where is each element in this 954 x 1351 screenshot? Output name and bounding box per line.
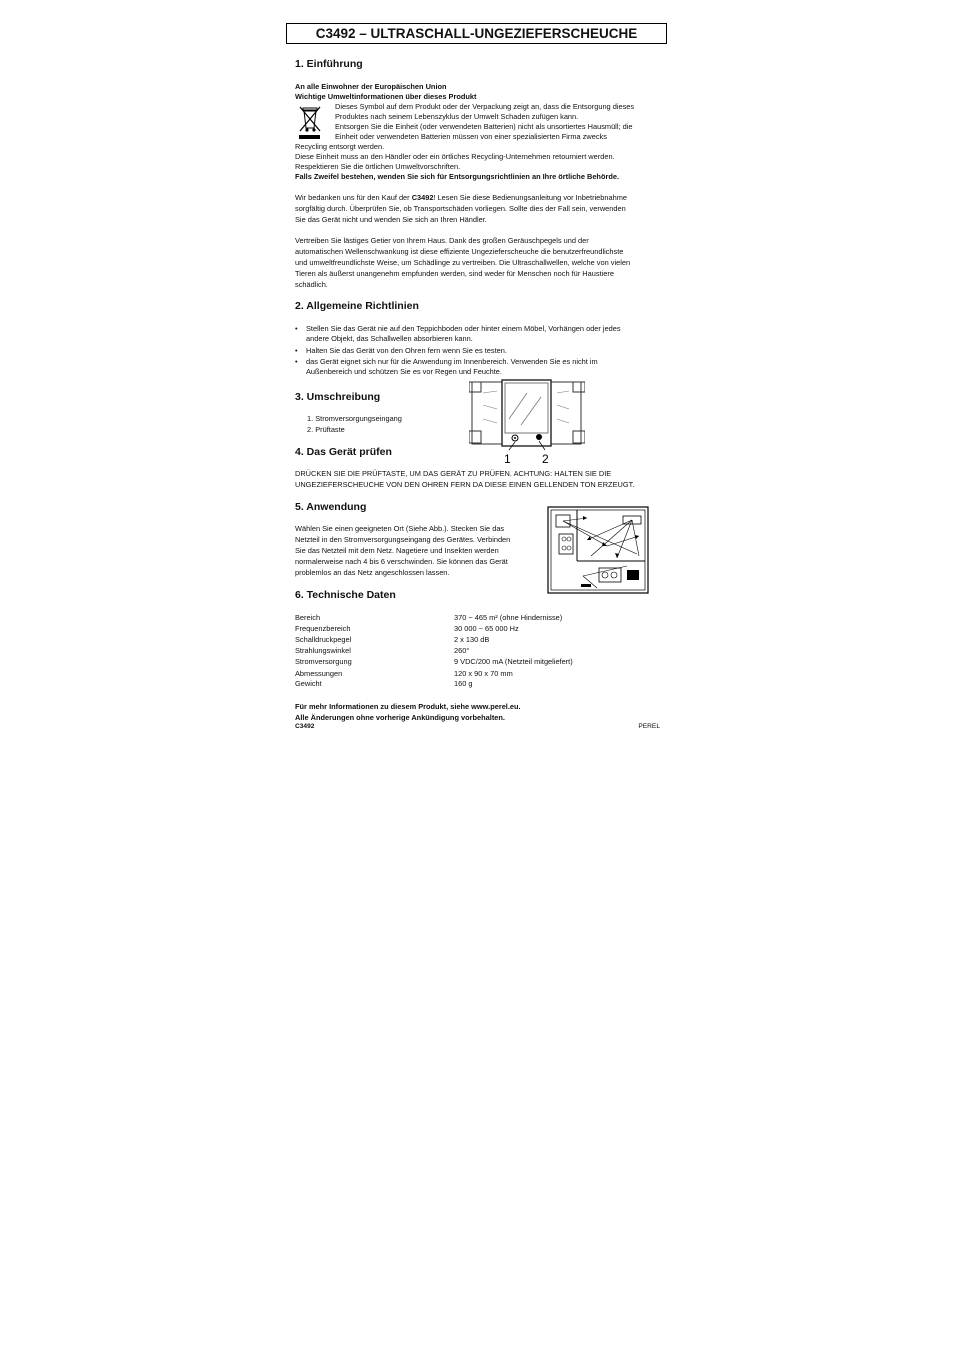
spec-label: Gewicht (295, 679, 322, 688)
spec-value: 260° (454, 646, 470, 655)
spec-label: Stromversorgung (295, 657, 352, 666)
symbol-text-2: Produktes nach seinem Lebenszyklus der Umwelt Schaden zufügen kann. (335, 112, 579, 121)
symbol-text-4: Einheit oder verwendeten Batterien müssen von einer spezialisierten Firma zwecks (335, 132, 607, 141)
symbol-text-5: Recycling entsorgt werden. (295, 142, 385, 151)
desc-text-5: schädlich. (295, 280, 328, 289)
figure-label-2: 2 (542, 452, 549, 465)
spec-value: 2 x 130 dB (454, 635, 490, 644)
section-heading-test: 4. Das Gerät prüfen (295, 446, 392, 458)
usage-text-4: normalerweise nach 4 bis 6 verschwinden. Sie können das Gerät (295, 557, 508, 566)
usage-text-3: Sie das Netzteil mit dem Netz. Nagetiere und Insekten werden (295, 546, 499, 555)
thanks-text-3: Sie das Gerät nicht und wenden Sie sich an Ihren Händler. (295, 215, 487, 224)
symbol-text-8: Falls Zweifel bestehen, wenden Sie sich für Entsorgungsrichtlinien an Ihre örtliche Behörde. (295, 172, 620, 181)
symbol-text-6: Diese Einheit muss an den Händler oder ein örtliches Recycling-Unternehmen retourniert werden. (295, 152, 615, 161)
section-heading-specs: 6. Technische Daten (295, 589, 396, 601)
spec-value: 30 000 ~ 65 000 Hz (454, 624, 519, 633)
usage-text-5: problemlos an das Netz angeschlossen lassen. (295, 568, 450, 577)
eu-line-2: Wichtige Umweltinformationen über dieses Produkt (295, 92, 477, 101)
figure-label-1: 1 (504, 452, 511, 465)
spec-value: 370 ~ 465 m² (ohne Hindernisse) (454, 613, 563, 622)
footer-brand: PEREL (638, 723, 660, 730)
spec-label: Strahlungswinkel (295, 646, 351, 655)
usage-text-1: Wählen Sie einen geeigneten Ort (Siehe Abb.). Stecken Sie das (295, 524, 505, 533)
footer-code: C3492 (295, 723, 315, 730)
section-heading-guidelines: 2. Allgemeine Richtlinien (295, 300, 419, 312)
guideline-list (295, 324, 663, 377)
footer-info: Für mehr Informationen zu diesem Produkt, siehe www.perel.eu. (295, 702, 521, 711)
symbol-text-1: Dieses Symbol auf dem Produkt oder der Verpackung zeigt an, dass die Entsorgung dieses (335, 102, 635, 111)
bullet-1-line-1: Stellen Sie das Gerät nie auf den Teppichboden oder hinter einem Möbel, Vorhängen oder jedes (306, 324, 621, 333)
test-text-1: DRÜCKEN SIE DIE PRÜFTASTE, UM DAS GERÄT ZU PRÜFEN. ACHTUNG: HALTEN SIE DIE (295, 469, 612, 478)
spec-label: Schalldruckpegel (295, 635, 352, 644)
test-text-2: UNGEZIEFERSCHEUCHE VON DEN OHREN FERN DA DIESE EINEN GELLENDEN TON ERZEUGT. (295, 480, 635, 489)
list-item (295, 346, 663, 356)
bullet-2-line-1: Halten Sie das Gerät von den Ohren fern wenn Sie es testen. (306, 345, 507, 355)
desc-text-1: Vertreiben Sie lästiges Getier von Ihrem Haus. Dank des großen Geräuschpegels und der (295, 236, 589, 245)
footer-changes: Alle Änderungen ohne vorherige Ankündigung vorbehalten. (295, 713, 505, 722)
spec-label: Abmessungen (295, 669, 343, 678)
section-heading-description: 3. Umschreibung (295, 391, 381, 403)
weee-bin-icon (297, 104, 323, 140)
eu-line-1: An alle Einwohner der Europäischen Union (295, 82, 447, 91)
usage-text-2: Netzteil in den Stromversorgungseingang des Gerätes. Verbinden (295, 535, 511, 544)
description-item-2: 2. Prüftaste (307, 425, 345, 434)
desc-text-3: und umweltfreundlichste Weise, um Schädlinge zu vertreiben. Die Ultraschallwellen, welche von vielen (295, 258, 631, 267)
section-heading-usage: 5. Anwendung (295, 501, 367, 513)
section-heading-intro: 1. Einführung (295, 58, 363, 70)
bullet-3-line-2: Außenbereich und schützen Sie es vor Regen und Feuchte. (306, 367, 502, 377)
bullet-3-line-1: das Gerät eignet sich nur für die Anwendung im Innenbereich. Verwenden Sie es nicht im (306, 356, 598, 366)
list-item (295, 324, 663, 345)
device-diagram (469, 379, 585, 465)
thanks-text-2: sorgfältig durch. Überprüfen Sie, ob Transportschäden vorliegen. Sollte dies der Fall sein, verwenden (295, 204, 626, 213)
thanks-text-1c: ! Lesen Sie diese Bedienungsanleitung vor Inbetriebnahme (433, 193, 627, 202)
spec-label: Bereich (295, 613, 321, 622)
page-title: C3492 – ULTRASCHALL-UNGEZIEFERSCHEUCHE (286, 23, 667, 44)
thanks-text-1 (295, 193, 663, 203)
list-item (295, 357, 663, 378)
desc-text-4: Tieren als äußerst unangenehm empfunden werden, sind weder für Menschen noch für Haustiere (295, 269, 614, 278)
spec-value: 9 VDC/200 mA (Netzteil mitgeliefert) (454, 657, 573, 666)
spec-label: Frequenzbereich (295, 624, 351, 633)
room-layout-diagram (547, 506, 650, 595)
bullet-1-line-2: andere Objekt, das Schallwellen absorbieren kann. (306, 334, 473, 344)
spec-value: 120 x 90 x 70 mm (454, 669, 513, 678)
symbol-text-3: Entsorgen Sie die Einheit (oder verwendeten Batterien) nicht als unsortiertes Hausmüll; die (335, 122, 633, 131)
symbol-text-7: Respektieren Sie die örtlichen Umweltvorschriften. (295, 162, 461, 171)
desc-text-2: automatischen Wellenschwankung ist diese effiziente Ungezieferscheuche die benutzerfreundlichste (295, 247, 624, 256)
description-item-1: 1. Stromversorgungseingang (307, 414, 402, 423)
spec-value: 160 g (454, 679, 473, 688)
model-code: C3492 (411, 193, 434, 202)
thanks-text-1a: Wir bedanken uns für den Kauf der (295, 193, 412, 202)
